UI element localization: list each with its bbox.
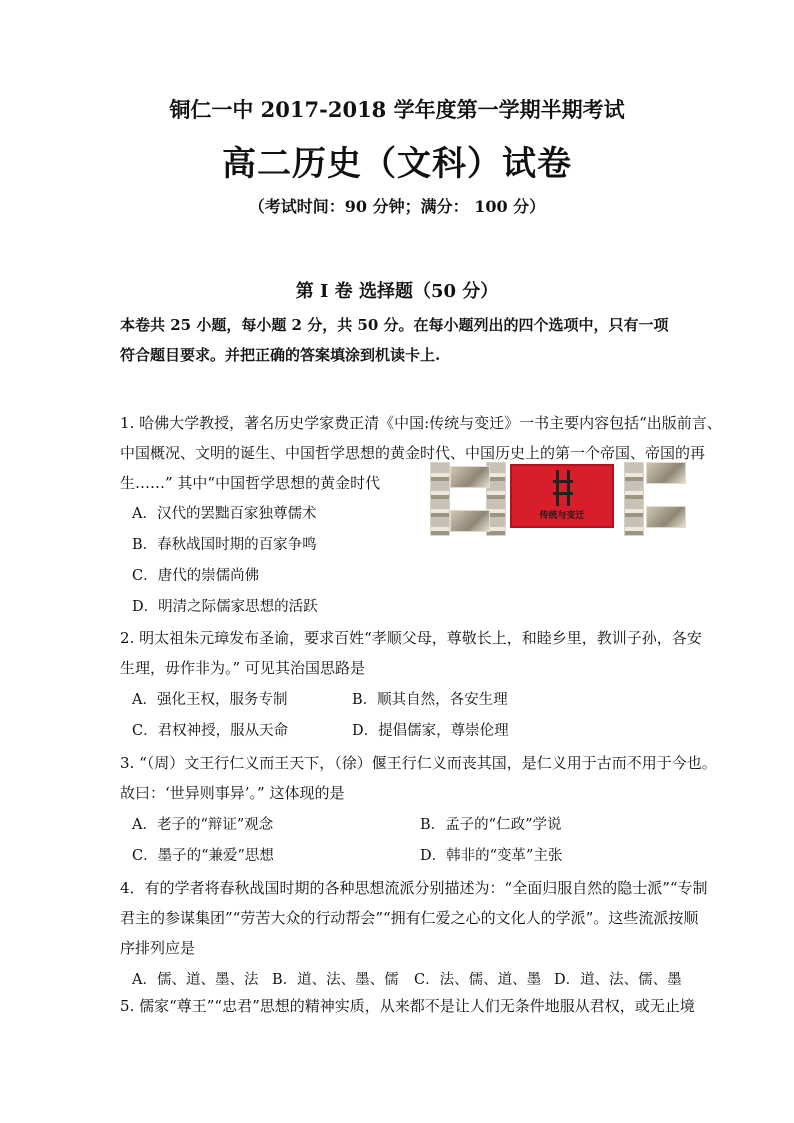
question-4-line-2: 君主的参谋集团”“劳苦大众的行动帮会”“拥有仁爱之心的文化人的学派”。这些流派按顺 — [120, 909, 699, 927]
question-1-option-d: D．明清之际儒家思想的活跃 — [132, 599, 318, 615]
painting-thumbnail — [450, 466, 490, 488]
book-cover-figure — [410, 452, 702, 538]
question-2-option-b: B．顺其自然，各安生理 — [352, 692, 508, 708]
section-title: 第 I 卷 选择题（50 分） — [295, 281, 499, 302]
question-3-option-d: D．韩非的“变革”主张 — [420, 848, 563, 864]
decorative-strip — [430, 462, 450, 536]
section-instructions: 本卷共 25 小题，每小题 2 分，共 50 分。在每小题列出的四个选项中，只有一项符合题目要求。并把正确的答案填涂到机读卡上. — [120, 316, 669, 364]
question-3-line-1: 3. “（周）文王行仁义而王天下，（徐）偃王行仁义而丧其国，是仁义用于古而不用于今也。 — [120, 754, 717, 772]
question-4-option-c: C．法、儒、道、墨 — [414, 972, 542, 988]
book-cover-red-panel — [510, 464, 614, 528]
question-4-option-a: A．儒、道、墨、法 — [132, 972, 259, 988]
question-4-option-b: B．道、法、墨、儒 — [272, 972, 399, 988]
question-2-option-d: D．提倡儒家，尊崇伦理 — [352, 723, 509, 739]
question-3-option-c: C．墨子的“兼爱”思想 — [132, 848, 274, 864]
question-1-option-a: A．汉代的罢黜百家独尊儒术 — [132, 506, 317, 522]
question-1-line-2: 中国概况、文明的诞生、中国哲学思想的黄金时代、中国历史上的第一个帝国、帝国的再 — [120, 444, 706, 462]
question-3-line-2: 故曰：‘世异则事异’。” 这体现的是 — [120, 784, 345, 802]
decorative-strip — [624, 462, 644, 536]
exam-paper-title: 高二历史（文科）试卷 — [222, 144, 572, 184]
calligraphy-icon — [556, 470, 570, 506]
question-1-line-3: 生……” 其中“中国哲学思想的黄金时代 — [120, 474, 381, 492]
question-5-line-1: 5. 儒家“尊王”“忠君”思想的精神实质，从来都不是让人们无条件地服从君权，或无止境 — [120, 997, 695, 1015]
painting-thumbnail — [646, 462, 686, 484]
question-3-option-a: A．老子的“辩证”观念 — [132, 817, 274, 833]
question-1-line-1: 1. 哈佛大学教授，著名历史学家费正清《中国:传统与变迁》一书主要内容包括“出版前言、 — [120, 414, 722, 432]
painting-thumbnail — [646, 506, 686, 528]
question-2-option-a: A．强化王权，服务专制 — [132, 692, 288, 708]
question-4-line-1: 4．有的学者将春秋战国时期的各种思想流派分别描述为：“全面归服自然的隐士派”“专制 — [120, 879, 708, 897]
question-1-option-c: C．唐代的崇儒尚佛 — [132, 568, 260, 584]
question-2-line-2: 生理，毋作非为。” 可见其治国思路是 — [120, 659, 365, 677]
question-2-line-1: 2. 明太祖朱元璋发布圣谕，要求百姓“孝顺父母，尊敬长上，和睦乡里，教训子孙，各安 — [120, 629, 702, 647]
question-4-option-d: D．道、法、儒、墨 — [554, 972, 682, 988]
question-4-line-3: 序排列应是 — [120, 939, 196, 957]
question-2-option-c: C．君权神授，服从天命 — [132, 723, 289, 739]
question-3-option-b: B．孟子的“仁政”学说 — [420, 817, 562, 833]
exam-duration-score: （考试时间：90 分钟；满分： 100 分） — [248, 197, 546, 216]
question-1-option-b: B．春秋战国时期的百家争鸣 — [132, 537, 317, 553]
painting-thumbnail — [450, 510, 490, 532]
book-cover-caption: 传统与变迁 — [539, 511, 585, 521]
school-exam-title: 铜仁一中 2017-2018 学年度第一学期半期考试 — [169, 97, 625, 122]
